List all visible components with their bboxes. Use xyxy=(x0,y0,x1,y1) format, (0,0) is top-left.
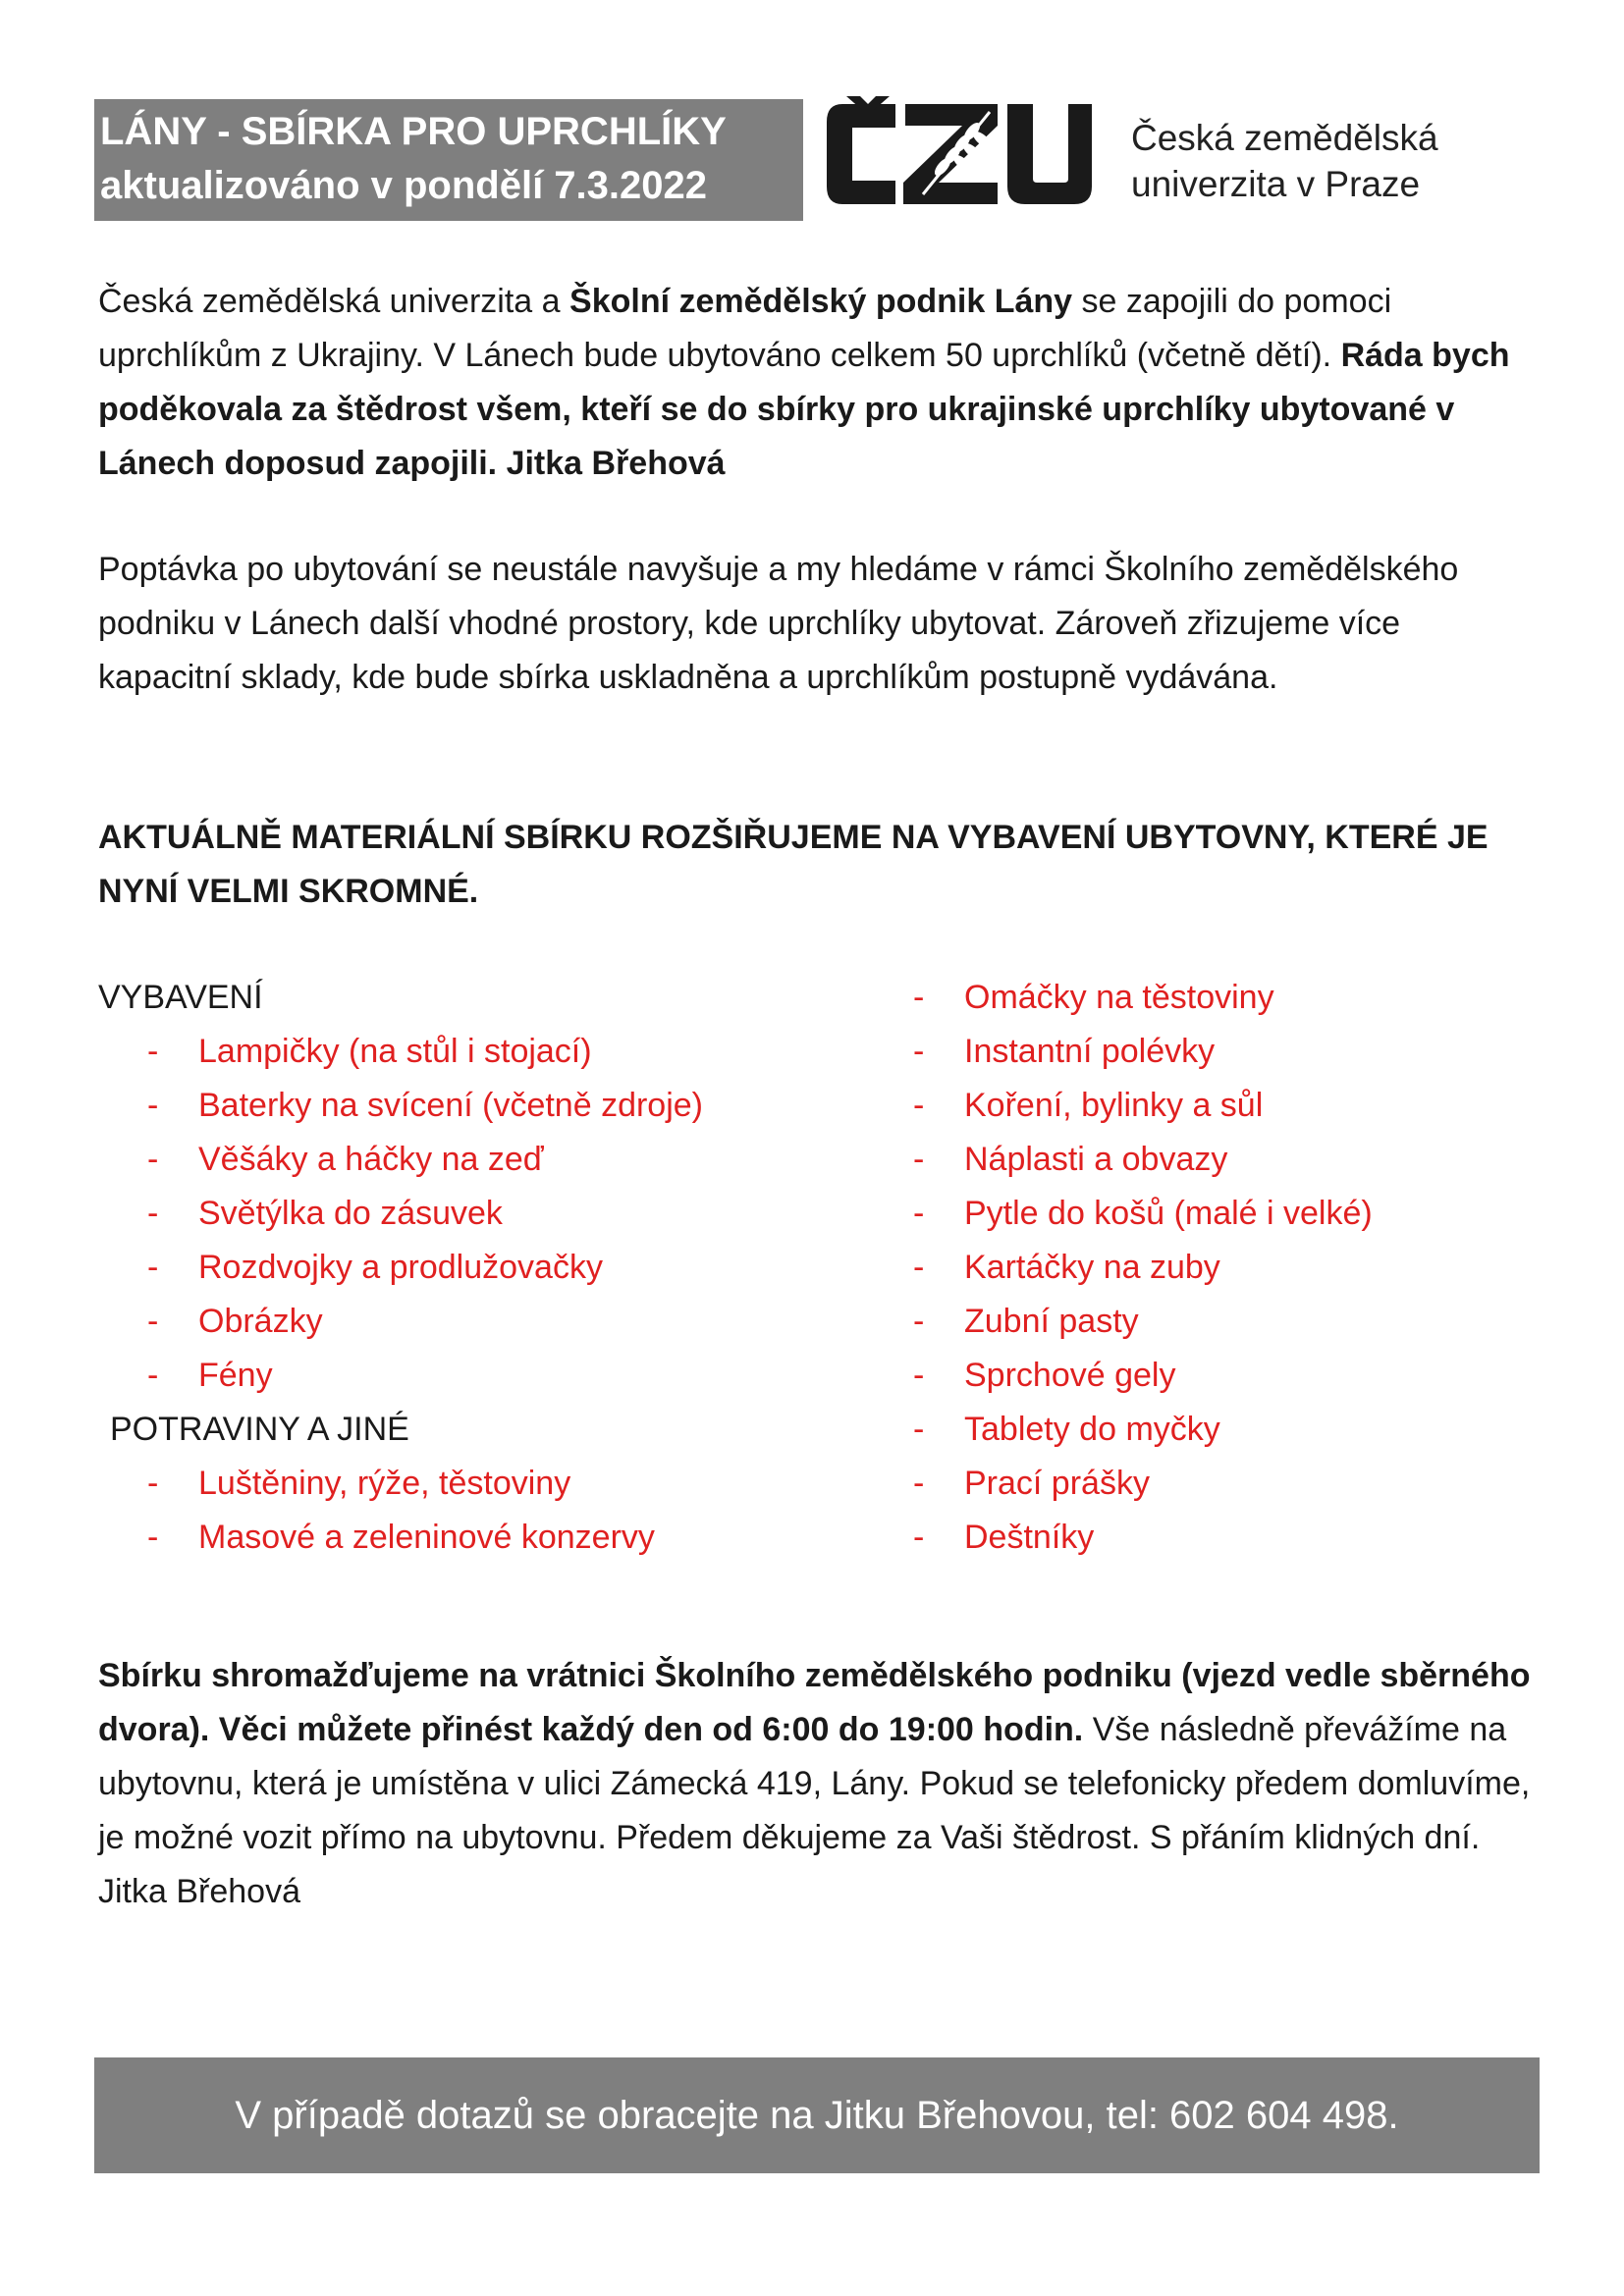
list-item: - Rozdvojky a prodlužovačky xyxy=(147,1249,603,1286)
list-item: - Věšáky a háčky na zeď xyxy=(147,1141,544,1178)
university-name: Česká zemědělská univerzita v Praze xyxy=(1131,118,1438,204)
list-item: - Fény xyxy=(147,1357,273,1394)
list-item: - Pytle do košů (malé i velké) xyxy=(913,1195,1373,1232)
title-banner xyxy=(94,99,803,221)
list-item: - Tablety do myčky xyxy=(913,1411,1220,1448)
czu-logo xyxy=(825,96,1092,212)
collection-paragraph: Sbírku shromažďujeme na vrátnici Školního zemědělského podniku (vjezd vedle sběrného dvora). Věci můžete přinést každý den od 6:00 do 19:00 hodin. Vše následně převážíme na ubytovnu, která je umístěna v ulici Zámecká 419, Lány. Pokud se telefonicky předem domluvíme, je možné vozit přímo na ubytovnu. Předem děkujeme za Vaši štědrost. S přáním klidných dní. Jitka Břehová xyxy=(98,1657,1531,1910)
list-item: - Koření, bylinky a sůl xyxy=(913,1087,1264,1124)
announcement-heading: AKTUÁLNĚ MATERIÁLNÍ SBÍRKU ROZŠIŘUJEME NA VYBAVENÍ UBYTOVNY, KTERÉ JE NYNÍ VELMI SKROMNÉ. xyxy=(98,819,1489,910)
list-item: - Světýlka do zásuvek xyxy=(147,1195,503,1232)
list-item: - Obrázky xyxy=(147,1303,323,1340)
list-item: - Masové a zeleninové konzervy xyxy=(147,1519,655,1556)
list-item: - Náplasti a obvazy xyxy=(913,1141,1228,1178)
food-heading: POTRAVINY A JINÉ xyxy=(110,1411,409,1448)
food-list xyxy=(98,1457,805,1565)
list-item: - Instantní polévky xyxy=(913,1033,1216,1070)
list-item: - Deštníky xyxy=(913,1519,1095,1556)
list-item: - Prací prášky xyxy=(913,1465,1150,1502)
intro-paragraph: Česká zemědělská univerzita a Školní zemědělský podnik Lány se zapojili do pomoci uprchlíkům z Ukrajiny. V Lánech bude ubytováno celkem 50 uprchlíků (včetně dětí). Ráda bych poděkovala za štědrost všem, kteří se do sbírky pro ukrajinské uprchlíky ubytované v Lánech doposud zapojili. Jitka Břehová xyxy=(98,283,1510,482)
list-item: - Lampičky (na stůl i stojací) xyxy=(147,1033,592,1070)
equipment-heading: VYBAVENÍ xyxy=(98,979,263,1016)
list-item: - Baterky na svícení (včetně zdroje) xyxy=(147,1087,704,1124)
list-item: - Luštěniny, rýže, těstoviny xyxy=(147,1465,571,1502)
list-item: - Zubní pasty xyxy=(913,1303,1139,1340)
update-date: aktualizováno v pondělí 7.3.2022 xyxy=(100,164,708,207)
accommodation-paragraph: Poptávka po ubytování se neustále navyšuje a my hledáme v rámci Školního zemědělského podniku v Lánech další vhodné prostory, kde uprchlíky ubytovat. Zároveň zřizujeme více kapacitní sklady, kde bude sbírka uskladněna a uprchlíkům postupně vydávána. xyxy=(98,551,1459,696)
contact-footer xyxy=(94,2057,1540,2173)
contact-text: V případě dotazů se obracejte na Jitku Břehovou, tel: 602 604 498. xyxy=(235,2093,1399,2137)
list-item: - Kartáčky na zuby xyxy=(913,1249,1220,1286)
other-list xyxy=(903,971,1571,1565)
page-title: LÁNY - SBÍRKA PRO UPRCHLÍKY xyxy=(100,110,727,153)
equipment-list xyxy=(98,1025,805,1403)
list-item: - Sprchové gely xyxy=(913,1357,1176,1394)
list-left-column xyxy=(98,971,805,1565)
list-item: - Omáčky na těstoviny xyxy=(913,979,1274,1016)
list-right-column xyxy=(903,971,1571,1565)
